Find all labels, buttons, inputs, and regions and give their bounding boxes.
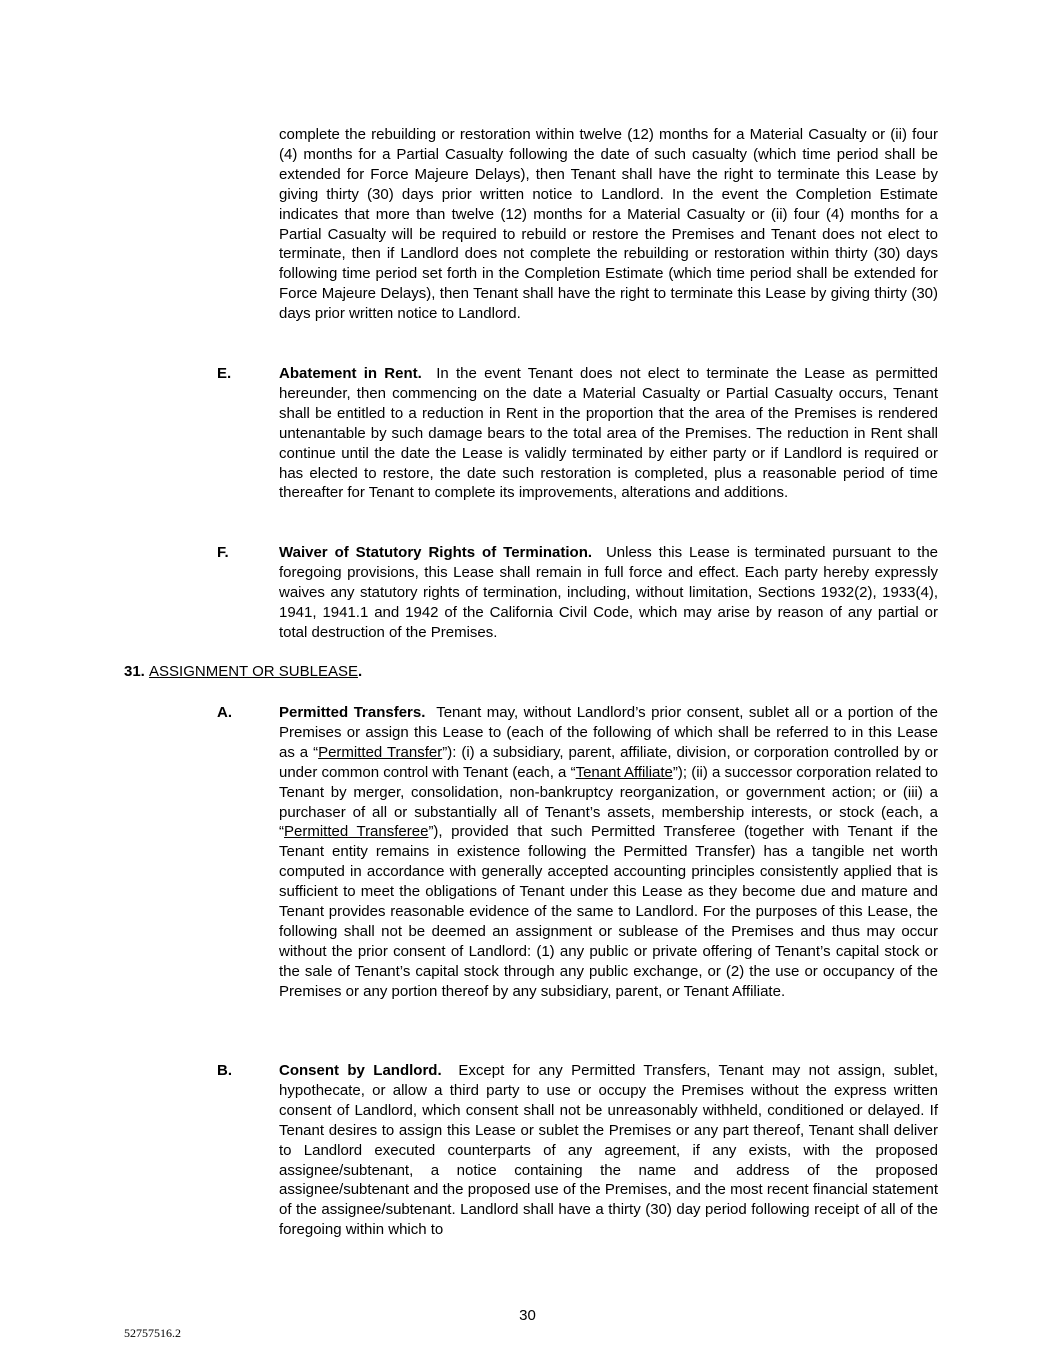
section-31-number: 31. <box>124 663 145 680</box>
defined-term-permitted-transferee: Permitted Transferee <box>284 823 429 841</box>
paragraph-e <box>279 364 938 503</box>
paragraph-a-body-4: ”), provided that such Permitted Transferee (together with Tenant if the Tenant entity remains in existence following the Permitted Transfer) has a tangible net worth computed in accordance with generally accepted accounting principles consistently applied that is sufficient to meet the obligations of Tenant under this Lease as they become due and mature and Tenant provides reasonable evidence of the same to Landlord. For the purposes of this Lease, the following shall not be deemed an assignment or sublease of the Premises and thus may occur without the prior consent of Landlord: (1) any public or private offering of Tenant’s capital stock or the sale of Tenant’s capital stock through any public exchange, or (2) the use or occupancy of the Premises or any portion thereof by any subsidiary, parent, or Tenant Affiliate. <box>279 823 938 1000</box>
paragraph-a-body-3: ”); (ii) a successor corporation related to Tenant by merger, consolidation, non-bankruptcy reorganization, or government action; or (iii) a purchaser of all or substantially all of Tenant’s assets, membership interests, or stock (each, a “ <box>279 763 939 841</box>
paragraph-a <box>279 703 938 1002</box>
paragraph-b <box>279 1061 938 1240</box>
paragraph-b-body: Except for any Permitted Transfers, Tenant may not assign, sublet, hypothecate, or allow a third party to use or occupy the Premises without the express written consent of Landlord, which consent shall not be unreasonably withheld, conditioned or delayed. If Tenant desires to assign this Lease or sublet the Premises or any part thereof, Tenant shall deliver to Landlord executed counterparts of any agreement, if any exists, with the proposed assignee/subtenant, a notice containing the name and address of the proposed assignee/subtenant and the proposed use of the Premises, and the most recent financial statement of the assignee/subtenant. Landlord shall have a thirty (30) day period following receipt of all of the foregoing within which to <box>279 1062 939 1239</box>
defined-term-permitted-transfer: Permitted Transfer <box>318 743 443 761</box>
paragraph-a-letter: A. <box>217 704 232 721</box>
page-number: 30 <box>519 1307 536 1324</box>
paragraph-a-heading: Permitted Transfers. <box>279 704 426 721</box>
paragraph-e-heading: Abatement in Rent. <box>279 365 422 382</box>
document-id: 52757516.2 <box>124 1326 181 1340</box>
section-31-title: ASSIGNMENT OR SUBLEASE <box>149 663 358 680</box>
paragraph-f <box>279 543 938 643</box>
paragraph-e-letter: E. <box>217 365 232 382</box>
paragraph-b-heading: Consent by Landlord. <box>279 1062 442 1079</box>
section-31-heading <box>124 662 362 682</box>
continuation-paragraph: complete the rebuilding or restoration within twelve (12) months for a Material Casualty or (ii) four (4) months for a Partial Casualty following the date of such casualty (which time period shall be extended for Force Majeure Delays), then Tenant shall have the right to terminate this Lease by giving thirty (30) days prior written notice to Landlord. In the event the Completion Estimate indicates that more than twelve (12) months for a Material Casualty or (ii) four (4) months for a Partial Casualty will be required to rebuild or restore the Premises and Tenant does not elect to terminate, then if Landlord does not complete the rebuilding or restoration within thirty (30) days following time period set forth in the Completion Estimate (which time period shall be extended for Force Majeure Delays), then Tenant shall have the right to terminate this Lease by giving thirty (30) days prior written notice to Landlord. <box>279 126 938 323</box>
paragraph-a-body-2: ”): (i) a subsidiary, parent, affiliate, division, or corporation controlled by or under common control with Tenant (each, a “ <box>279 743 938 781</box>
paragraph-f-body: Unless this Lease is terminated pursuant to the foregoing provisions, this Lease shall remain in full force and effect. Each party hereby expressly waives any statutory rights of termination, including, without limitation, Sections 1932(2), 1933(4), 1941, 1941.1 and 1942 of the California Civil Code, which may arise by reason of any partial or total destruction of the Premises. <box>279 544 939 641</box>
paragraph-f-heading: Waiver of Statutory Rights of Termination. <box>279 544 593 561</box>
paragraph-a-body-1: Tenant may, without Landlord’s prior consent, sublet all or a portion of the Premises or assign this Lease to (each of the following of which shall be referred to in this Lease as a “ <box>279 704 938 761</box>
paragraph-b-letter: B. <box>217 1062 232 1079</box>
section-31-period: . <box>357 663 363 680</box>
defined-term-tenant-affiliate: Tenant Affiliate <box>575 763 673 781</box>
paragraph-e-body: In the event Tenant does not elect to terminate the Lease as permitted hereunder, then commencing on the date a Material Casualty or Partial Casualty occurs, Tenant shall be entitled to a reduction in Rent in the proportion that the area of the Premises is rendered untenantable by such damage bears to the total area of the Premises. The reduction in Rent shall continue until the date the Lease is validly terminated by either party or if Landlord is required or has elected to restore, the date such restoration is completed, plus a reasonable period of time thereafter for Tenant to complete its improvements, alterations and additions. <box>279 365 938 502</box>
paragraph-f-letter: F. <box>217 544 229 561</box>
